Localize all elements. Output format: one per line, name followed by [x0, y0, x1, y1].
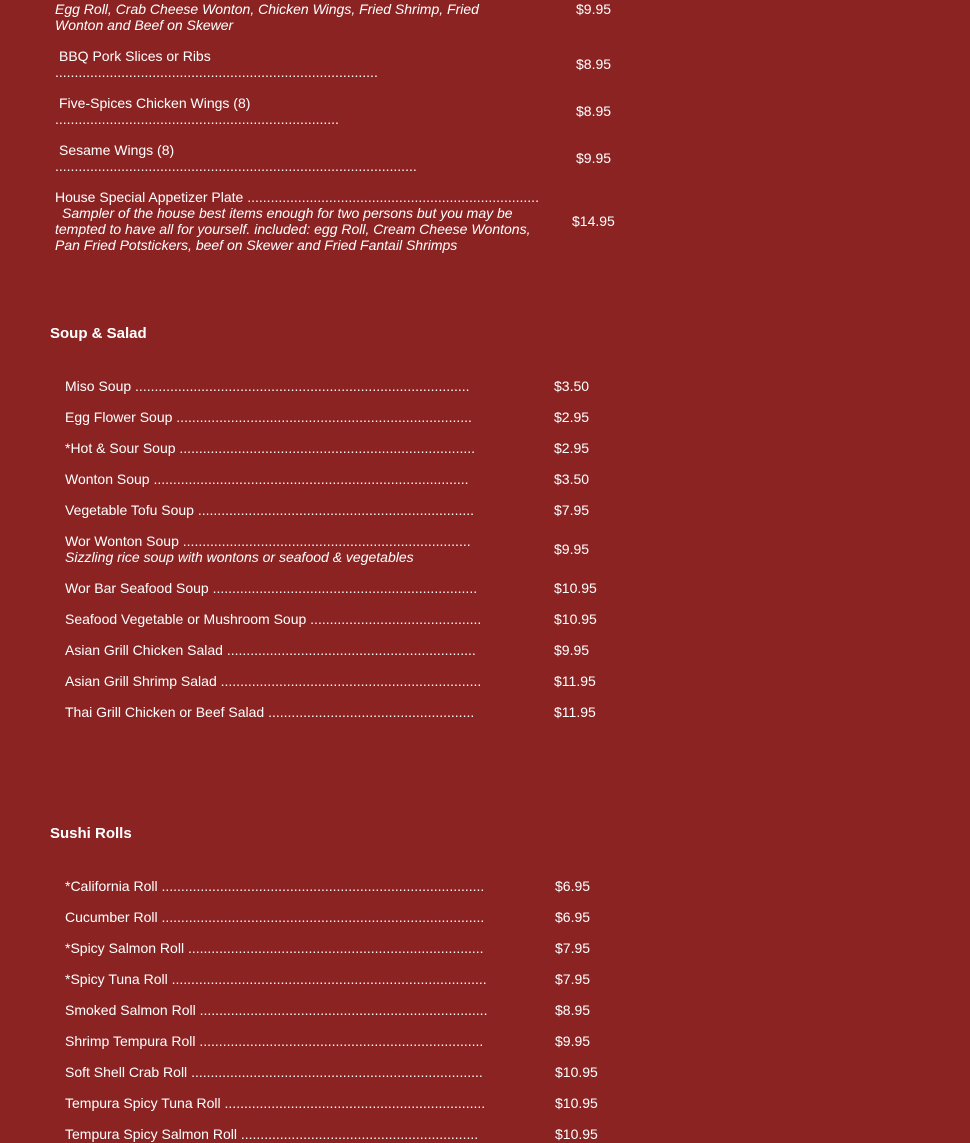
item-leader: ................................................................ [226, 642, 476, 658]
item-price: $10.95 [554, 611, 597, 627]
item-leader: ........................................................................... [191, 1064, 483, 1080]
item-name: *California Roll [65, 878, 158, 894]
item-leader: ............................................ [310, 611, 482, 627]
item-price: $10.95 [555, 1095, 598, 1111]
item-price: $3.50 [554, 378, 590, 394]
section-title-soup-salad: Soup & Salad [50, 325, 147, 342]
item-name: Wor Wonton Soup [65, 533, 179, 549]
item-price: $8.95 [576, 103, 612, 119]
item-leader: .......................................................................... [182, 533, 471, 549]
item-leader: ................................................................... [220, 673, 482, 689]
item-name: Five-Spices Chicken Wings (8) [59, 95, 251, 111]
item-price: $10.95 [555, 1126, 598, 1142]
item-leader: ................................................................................... [55, 64, 378, 80]
item-leader: ....................................................................... [197, 502, 475, 518]
item-price: $10.95 [554, 580, 597, 596]
item-name: *Hot & Sour Soup [65, 440, 176, 456]
item-name: Thai Grill Chicken or Beef Salad [65, 704, 265, 720]
item-name: Seafood Vegetable or Mushroom Soup [65, 611, 307, 627]
item-name: Soft Shell Crab Roll [65, 1064, 188, 1080]
item-price: $10.95 [555, 1064, 598, 1080]
item-leader: ................................................................................... [161, 909, 485, 925]
item-leader: ................................................................................. [153, 471, 469, 487]
item-leader: ............................................................................ [179, 440, 476, 456]
item-price: $9.95 [554, 541, 590, 557]
item-price: $2.95 [554, 440, 590, 456]
item-name: Wor Bar Seafood Soup [65, 580, 209, 596]
item-leader: ............................................................. [240, 1126, 479, 1142]
item-price: $6.95 [555, 878, 591, 894]
item-name: *Spicy Salmon Roll [65, 940, 185, 956]
item-leader: ............................................................................ [187, 940, 484, 956]
item-name: Miso Soup [65, 378, 132, 394]
item-leader: .................................................................... [212, 580, 478, 596]
item-leader: ............................................................................................. [55, 158, 417, 174]
item-price: $11.95 [554, 673, 596, 689]
item-price: $3.50 [554, 471, 590, 487]
item-price: $7.95 [555, 971, 591, 987]
item-name: Asian Grill Shrimp Salad [65, 673, 217, 689]
item-name: Tempura Spicy Tuna Roll [65, 1095, 221, 1111]
item-leader: ......................................................................... [199, 1033, 484, 1049]
item-name: Wonton Soup [65, 471, 150, 487]
item-name: Sesame Wings (8) [59, 142, 175, 158]
item-price: $9.95 [555, 1033, 591, 1049]
item-name: Asian Grill Chicken Salad [65, 642, 223, 658]
item-name: House Special Appetizer Plate [55, 189, 244, 205]
item-name: Shrimp Tempura Roll [65, 1033, 196, 1049]
item-name: Egg Flower Soup [65, 409, 173, 425]
item-leader: ...................................................................................... [135, 378, 470, 394]
item-description: Egg Roll, Crab Cheese Wonton, Chicken Wings, Fried Shrimp, Fried Wonton and Beef on Skewer [55, 1, 479, 33]
item-price: $8.95 [555, 1002, 591, 1018]
item-price: $2.95 [554, 409, 590, 425]
item-price: $14.95 [572, 213, 615, 229]
item-name: Vegetable Tofu Soup [65, 502, 194, 518]
item-name: Smoked Salmon Roll [65, 1002, 196, 1018]
item-leader: ................................................................................. [171, 971, 487, 987]
section-title-sushi-rolls: Sushi Rolls [50, 825, 132, 842]
item-description: Sampler of the house best items enough for two persons but you may be tempted to have all for yourself. included: egg Roll, Cream Cheese Wontons, Pan Fried Potstickers, beef on Skewer and Fried Fantail Shrimps [55, 205, 531, 253]
item-price: $7.95 [555, 940, 591, 956]
item-leader: .......................................................................... [199, 1002, 488, 1018]
item-name: *Spicy Tuna Roll [65, 971, 168, 987]
item-name: Cucumber Roll [65, 909, 158, 925]
item-leader: ......................................................................... [55, 111, 339, 127]
item-leader: ................................................................... [224, 1095, 486, 1111]
item-price: $7.95 [554, 502, 590, 518]
item-leader: ............................................................................ [176, 409, 472, 425]
item-price: $6.95 [555, 909, 591, 925]
item-price: $9.95 [576, 150, 612, 166]
item-leader: ..................................................... [268, 704, 475, 720]
item-price: $9.95 [576, 1, 612, 17]
item-leader: ................................................................................... [161, 878, 485, 894]
item-price: $9.95 [554, 642, 590, 658]
item-description: Sizzling rice soup with wontons or seafood & vegetables [65, 549, 414, 565]
item-name: Tempura Spicy Salmon Roll [65, 1126, 237, 1142]
item-price: $11.95 [554, 704, 596, 720]
item-price: $8.95 [576, 56, 612, 72]
item-leader: ........................................................................... [247, 189, 539, 205]
item-name: BBQ Pork Slices or Ribs [59, 48, 211, 64]
